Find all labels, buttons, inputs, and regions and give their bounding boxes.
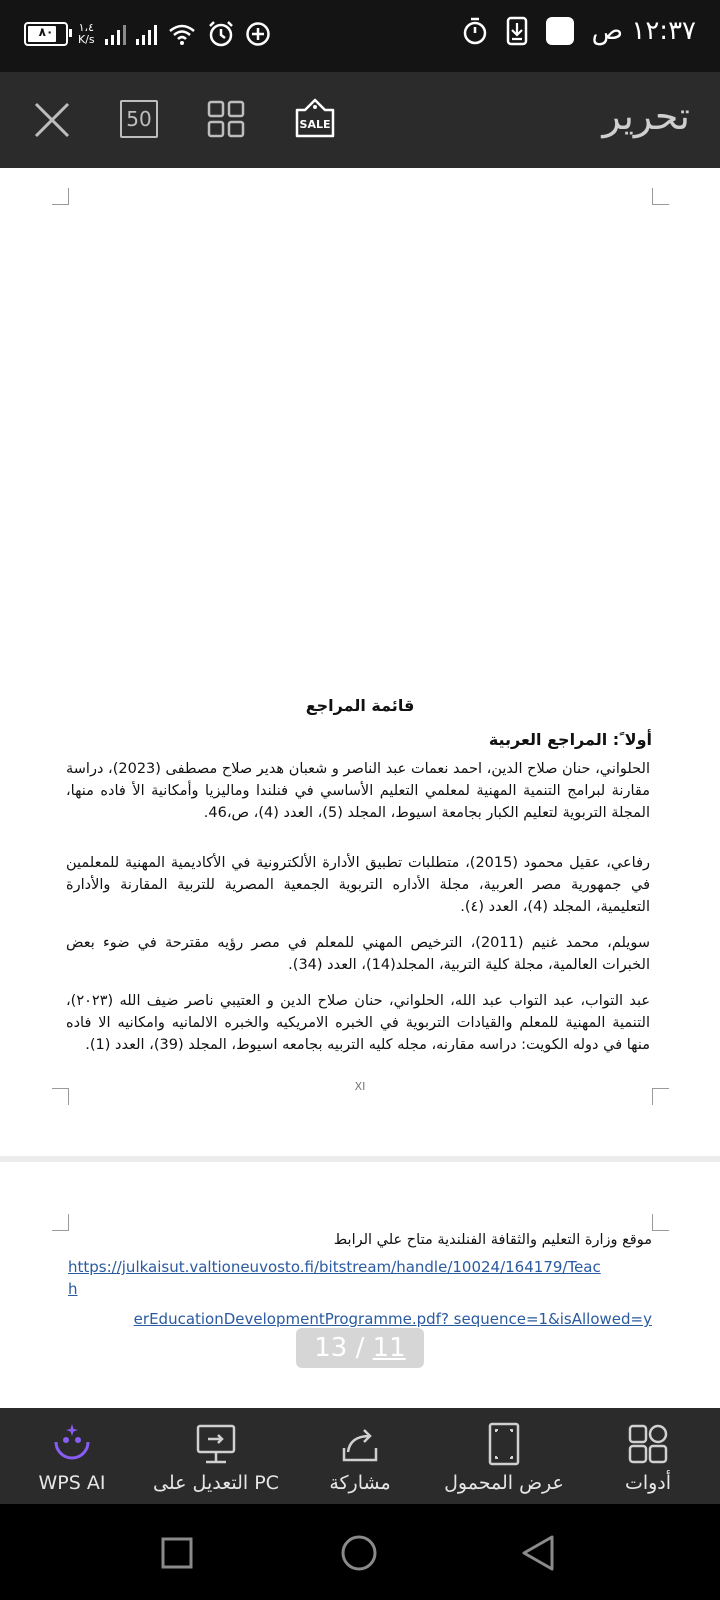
sale-text: SALE [299, 118, 331, 131]
reference-link[interactable]: https://julkaisut.valtioneuvosto.fi/bitstream/handle/10024/164179/Teach [68, 1258, 601, 1298]
share-label: مشاركة [329, 1472, 391, 1494]
page-total: 13 [314, 1333, 348, 1363]
tools-icon [626, 1422, 670, 1466]
page-corner-mark [652, 1214, 669, 1231]
recents-icon[interactable] [160, 1536, 194, 1570]
page-separator [0, 1156, 720, 1162]
network-speed-unit: K/s [78, 33, 95, 46]
system-nav-bar [0, 1504, 720, 1600]
status-right [462, 16, 696, 46]
battery-icon [24, 22, 68, 46]
app-notification-icon [546, 17, 574, 45]
page-corner-mark [52, 1214, 69, 1231]
pc-edit-label: التعديل على PC [153, 1472, 279, 1494]
document-view[interactable] [0, 168, 720, 1408]
wifi-icon [167, 22, 197, 46]
references-title: قائمة المراجع [305, 696, 415, 715]
download-icon [506, 16, 528, 46]
network-speed [78, 22, 95, 46]
pc-edit-button[interactable] [144, 1408, 288, 1504]
close-icon[interactable] [32, 100, 72, 140]
share-button[interactable] [288, 1408, 432, 1504]
tools-label: أدوات [624, 1472, 672, 1494]
tools-button[interactable] [576, 1408, 720, 1504]
page-corner-mark [652, 188, 669, 205]
page-count-icon[interactable] [120, 100, 158, 138]
signal-1-icon [105, 23, 126, 45]
mobile-view-icon [482, 1422, 526, 1466]
page-corner-mark [652, 1088, 669, 1105]
reference-item: عبد التواب، عبد التواب عبد الله، الحلواني، حنان صلاح الدين و العتيبي ناصر ضيف الله (٢٠٢٣)، التنمية المهنية للمعلم والقيادات التربوية في الخبره الامريكيه والخبره الالمانيه وامكانيه الا فاده منها في دوله الكويت: دراسه مقارنه، مجله كليه التربيه بجامعه اسيوط، المجلد (39)، العدد (1). [66, 993, 650, 1053]
wps-ai-icon [50, 1422, 94, 1466]
home-icon[interactable] [340, 1534, 378, 1572]
add-circle-icon [245, 21, 271, 47]
top-toolbar [0, 72, 720, 168]
signal-2-icon [136, 23, 157, 45]
mobile-view-button[interactable] [432, 1408, 576, 1504]
page-number: XI [354, 1080, 366, 1093]
network-speed-value: ١،٤ [78, 21, 95, 34]
grid-view-icon[interactable] [207, 100, 245, 138]
page-corner-mark [52, 1088, 69, 1105]
share-icon [338, 1422, 382, 1466]
sale-tag-icon[interactable] [294, 98, 336, 144]
pc-edit-icon [194, 1422, 238, 1466]
wps-ai-button[interactable] [0, 1408, 144, 1504]
edit-button[interactable]: تحرير [602, 94, 690, 138]
back-icon[interactable] [520, 1534, 556, 1572]
timer-icon [462, 17, 488, 45]
page-current: 11 [372, 1333, 406, 1363]
reference-item: رفاعي، عقيل محمود (2015)، متطلبات تطبيق الأدارة الألكترونية في الأكاديمية المهنية للمعلمين في جمهورية مصر العربية، مجلة الأداره التربوية الجمعية المصرية للتربية المقارنة والأدارة التعليمية، المجلد (4)، العدد (٤). [66, 855, 650, 915]
battery-level: ٨٠ [38, 25, 54, 39]
status-bar [0, 0, 720, 72]
status-left [24, 20, 271, 48]
wps-ai-label: WPS AI [38, 1472, 106, 1494]
page-corner-mark [52, 188, 69, 205]
page-indicator[interactable] [296, 1328, 424, 1368]
page-count-text: 50 [126, 107, 152, 131]
mobile-view-label: عرض المحمول [444, 1472, 564, 1494]
page-separator-slash: / [355, 1333, 365, 1363]
web-source-label: موقع وزارة التعليم والثقافة الفنلندية متاح علي الرابط [333, 1232, 652, 1248]
reference-item: الحلواني، حنان صلاح الدين، احمد نعمات عبد الناصر و شعبان هدير صلاح مصطفى (2023)، دراسة مقارنة لبرامج التنمية المهنية لمعلمي التعليم الأساسي في فنلندا وماليزيا وأمكانية الأ فاده منها، المجلة التربوية لتعليم الكبار بجامعة اسيوط، المجلد (5)، العدد (4)، ص،46. [66, 761, 650, 821]
reference-item: سويلم، محمد غنيم (2011)، الترخيص المهني للمعلم في مصر رؤيه مقترحة في ضوء بعض الخبرات العالمية، مجلة كلية التربية، المجلد(14)، العدد (34). [66, 935, 650, 973]
clock: ١٢:٣٧ ص [591, 16, 696, 46]
arabic-refs-heading: أولا ً: المراجع العربية [488, 730, 652, 749]
alarm-icon [207, 20, 235, 48]
bottom-toolbar [0, 1408, 720, 1504]
reference-link-continued[interactable]: erEducationDevelopmentProgramme.pdf? sequence=1&isAllowed=y [133, 1310, 652, 1328]
